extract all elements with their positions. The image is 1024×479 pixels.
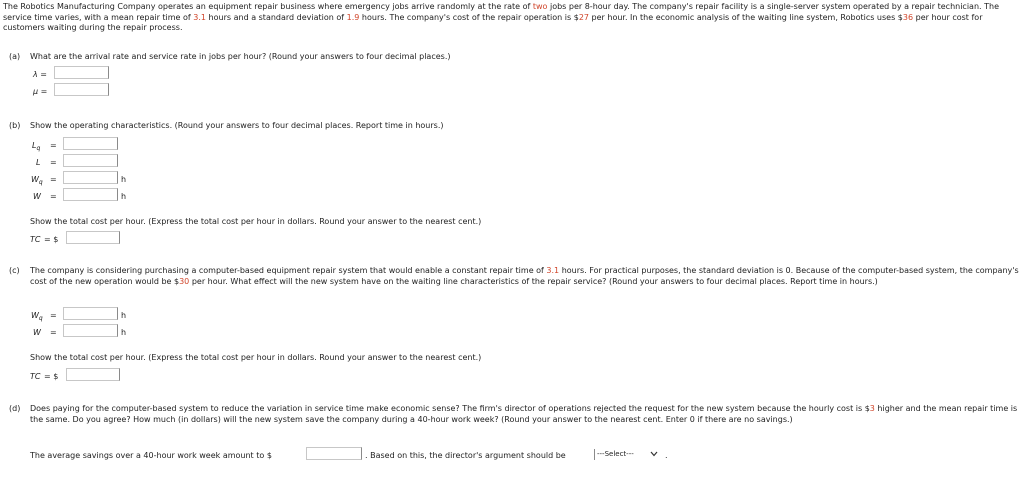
part-b-question: Show the operating characteristics. (Round your answers to four decimal places. Report time in hours.)	[30, 121, 444, 130]
lambda-label: λ =	[33, 70, 47, 79]
mean-repair-time-value: 3.1	[193, 12, 207, 22]
lq-equals: =	[50, 141, 57, 150]
w-input[interactable]	[63, 188, 118, 201]
part-b-label: (b)	[9, 121, 21, 130]
l-input[interactable]	[63, 154, 118, 167]
mu-input[interactable]	[54, 83, 109, 96]
hourly-cost-difference-value: 3	[869, 404, 875, 413]
std-dev-value: 1.9	[346, 12, 360, 22]
part-d-label: (d)	[9, 404, 21, 413]
wq-equals: =	[50, 175, 57, 184]
savings-suffix: . Based on this, the director's argument should be	[365, 451, 566, 460]
part-a-label: (a)	[9, 52, 21, 61]
part-b-cost-question: Show the total cost per hour. (Express the total cost per hour in dollars. Round your answer to the nearest cent.)	[30, 217, 482, 226]
waiting-cost-value: 36	[902, 12, 914, 22]
savings-input[interactable]	[306, 447, 362, 460]
chevron-down-icon	[650, 451, 658, 457]
wq-label: $W_q$	[31, 175, 43, 186]
wq-unit: h	[121, 175, 127, 184]
lq-input[interactable]	[63, 137, 118, 150]
arrival-rate-value: two	[532, 2, 548, 11]
problem-intro: The Robotics Manufacturing Company operates an equipment repair business where emergency jobs arrive randomly at the rate of two jobs per 8-hour day. The company's repair facility is a single-server system operated by a repair technician. The service time varies, with a mean repair time of 3.1 hours and a standard deviation of 1.9 hours. The company's cost of the repair operation is $27 per hour. In the economic analysis of the waiting line system, Robotics uses $36 per hour cost for customers waiting during the repair process.	[3, 2, 999, 33]
part-a-question: What are the arrival rate and service rate in jobs per hour? (Round your answers to four decimal places.)	[30, 52, 451, 61]
c-wq-unit: h	[121, 311, 127, 320]
c-wq-equals: =	[50, 311, 57, 320]
select-value: ---Select---	[597, 450, 634, 458]
c-w-equals: =	[50, 328, 57, 337]
lq-label: $L_q$	[32, 141, 41, 152]
c-wq-input[interactable]	[63, 307, 118, 320]
w-label: W	[33, 192, 41, 201]
w-unit: h	[121, 192, 127, 201]
c-tc-dollar: = $	[44, 372, 59, 381]
tc-label: TC	[30, 235, 41, 244]
wq-input[interactable]	[63, 171, 118, 184]
l-equals: =	[50, 158, 57, 167]
director-argument-select[interactable]	[594, 449, 662, 460]
repair-cost-value: 27	[578, 12, 589, 22]
l-label: L	[36, 158, 41, 167]
part-c-question: The company is considering purchasing a computer-based equipment repair system that would enable a constant repair time of 3.1 hours. For practical purposes, the standard deviation is 0. Because of the computer-based system, the company's cost of the new operation would be $30 per hour. What effect will the new system have on the waiting line characteristics of the repair service? (Round your answers to four decimal places. Report time in hours.)	[30, 266, 1019, 286]
savings-prefix: The average savings over a 40-hour work week amount to $	[30, 451, 272, 460]
c-tc-input[interactable]	[66, 368, 120, 381]
c-w-unit: h	[121, 328, 127, 337]
part-d-question: Does paying for the computer-based system to reduce the variation in service time make economic sense? The firm's director of operations rejected the request for the new system because the hourly cost is $3 higher and the mean repair time is the same. Do you agree? How much (in dollars) will the new system save the company during a 40-hour work week? (Round your answer to the nearest cent. Enter 0 if there are no savings.)	[30, 404, 1018, 424]
c-tc-label: TC	[30, 372, 41, 381]
part-c-cost-question: Show the total cost per hour. (Express the total cost per hour in dollars. Round your answer to the nearest cent.)	[30, 353, 482, 362]
c-w-label: W	[33, 328, 41, 337]
tc-input[interactable]	[66, 231, 120, 244]
mu-label: μ =	[33, 87, 48, 96]
c-wq-label: $W_q$	[31, 311, 43, 322]
part-c-label: (c)	[9, 266, 20, 275]
sentence-end: .	[665, 451, 668, 460]
c-w-input[interactable]	[63, 324, 118, 337]
lambda-input[interactable]	[54, 66, 109, 79]
constant-repair-time-value: 3.1	[546, 266, 560, 275]
w-equals: =	[50, 192, 57, 201]
new-cost-value: 30	[179, 276, 190, 286]
tc-dollar: = $	[44, 235, 59, 244]
